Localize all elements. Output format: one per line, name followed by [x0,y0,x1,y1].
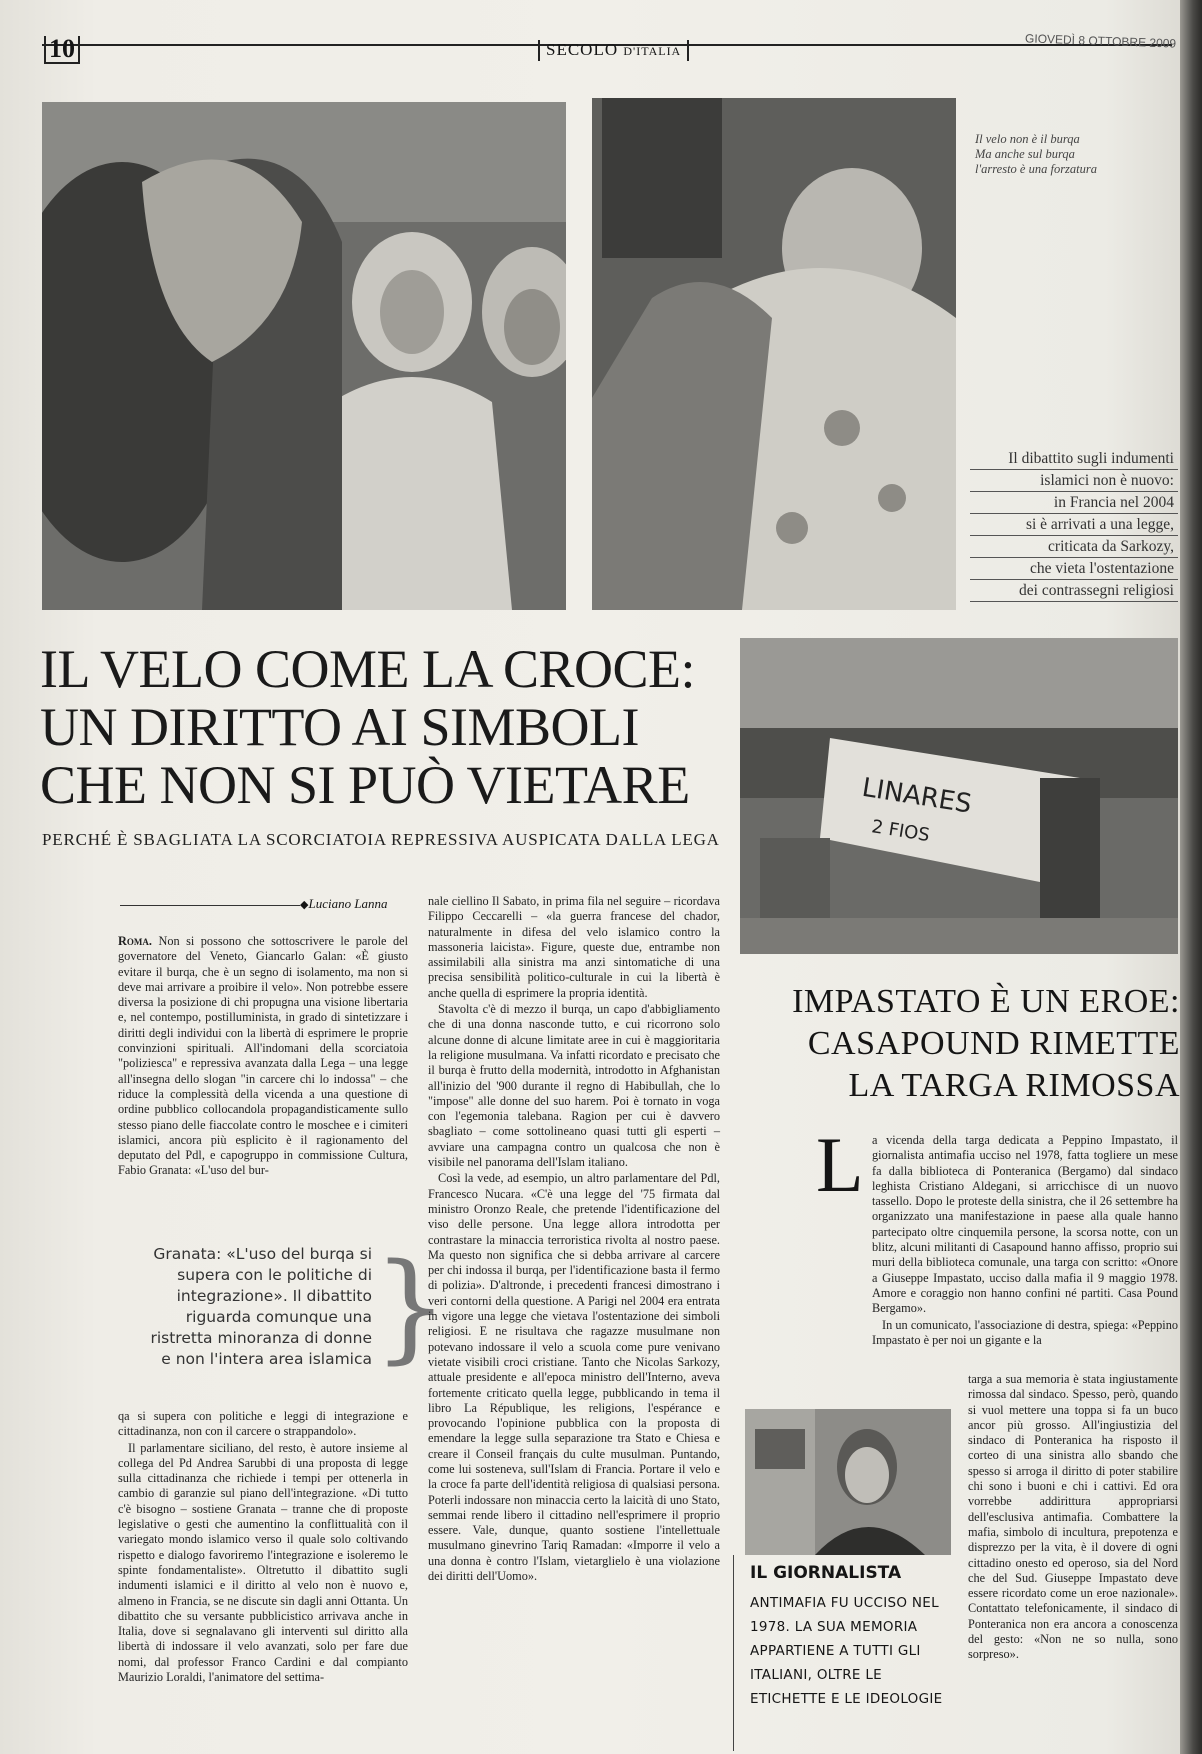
info-box-text: ANTIMAFIA FU UCCISO NEL 1978. LA SUA MEMORIA APPARTIENE A TUTTI GLI ITALIANI, OLTRE LE ETICHETTE E LE IDEOLOGIE [750,1595,943,1707]
sidebar-quote-line: islamici non è nuovo: [970,470,1178,492]
paragraph-text: Non si possono che sottoscrivere le parole del governatore del Veneto, Giancarlo Galan: «È giusto evitare il burqa, che è un segno di isolamento, ma non si deve mai arrivare a proibire il velo». Non potrebbe essere diversa la posizione di chi propugna una visione libertaria e, nel contempo, postilluminista, in grado di sintetizzare i diritti degli individui con la libertà di esprimere le proprie convinzioni spirituali. All'indomani della scorciatoia "poliziesca" e repressiva avanzata dalla Lega – una legge all'insegna dello slogan "in carcere chi lo indossa" – che riduce la complessità della vicenda a una questione di ordine pubblico collocandola propagandisticamente sullo stesso piano delle fiaccolate contro le moschee e i cimiteri islamici, ancora più esplicito è il ragionamento del deputato del Pdl, e capogruppo in commissione Cultura, Fabio Granata: «L'uso del bur- [118,934,408,1178]
photo-caption-line: Il velo non è il burqa [975,132,1080,146]
main-article-column-2 [428,894,720,1585]
photo-caption-line: l'arresto è una forzatura [975,162,1098,176]
dateline: Roma. [118,934,152,948]
byline-rule [120,905,300,906]
second-headline [740,981,1180,1107]
article-paragraph: nale ciellino Il Sabato, in prima fila nel seguire – ricordava Filippo Ceccarelli – «la guerra francese del chador, naturalmente in difesa del velo islamico contro la massoneria laicista». Figure, queste due, entrambe non assimilabili alla sinistra ma anzi sintomatiche di una precisa sensibilità politico-culturale in cui la libertà è anche quella di esprimere la propria identità. [428,894,720,1000]
main-article-column-1 [118,934,408,1180]
main-headline [40,640,740,814]
masthead [538,40,689,61]
article-paragraph: qa si supera con politiche e leggi di integrazione e cittadinanza, non con il carcere o strappandolo». [118,1409,408,1439]
protest-march-photo [740,638,1178,954]
headline-kicker: PERCHÉ È SBAGLIATA LA SCORCIATOIA REPRESSIVA AUSPICATA DALLA LEGA [42,830,720,849]
impastato-portrait-photo [745,1409,951,1555]
header-date: GIOVEDÌ 8 OTTOBRE 2009 [1024,31,1177,51]
article-paragraph: targa a sua memoria è stata ingiustamente rimossa dal sindaco. Spesso, però, quando si vuol mettere una toppa si fa un buco ancor più grosso. All'ingiustizia del sindaco di Ponteranica ha risposto il corteo di una sinistra allo sbando che spesso si arroga il diritto di poter stabilire chi sono i buoni e chi i cattivi. Ed ora vorrebbe addirittura appropriarsi dell'esclusiva antimafia. Combattere la mafia, simbolo di incultura, prepotenza e disprezzo per la vita, è il dovere di ogni cittadino onesto ed operoso, sia del Nord che del Sud. Giuseppe Impastato deve essere ricordato come un eroe nazionale». Contattato telefonicamente, il sindaco di Ponteranica non era ancora a conoscenza del gesto: «Non ne so nulla, sono sorpreso». [968,1372,1178,1662]
article-paragraph: Stavolta c'è di mezzo il burqa, un capo d'abbigliamento che di una donna nasconde tutto, e cui ricorrono solo alcune donne di alcune limitate aree in cui è maggioritaria la religione musulmana. Va infatti ricordato e precisato che il burqa è frutto della modernità, introdotto in Afghanistan all'inizio del '900 durante il regno di Habibullah, che lo "impose" alle donne del suo harem. Poi è tornato in voga con l'egemonia talebana. Ragion per cui è davvero sbagliato – come sottolineano quasi tutti gli esperti – avviare una campagna contro un qualcosa che non è visibile nel panorama dell'Islam italiano. [428,1002,720,1170]
photo-caption [975,132,1175,177]
article-paragraph: Così la vede, ad esempio, un altro parlamentare del Pdl, Francesco Nucara. «C'è una legge del '75 firmata dal ministro Oronzo Reale, che pretende l'identificazione del viso delle persone. Una legge allora introdotta per contrastare la minaccia terroristica rivolta al nostro paese. Ma questo non significa che si debba arrivare al carcere per chi indossa il burqa, per l'identificazione basta il fermo di polizia». D'altronde, i precedenti francesi dimostrano i veri contorni della questione. A Parigi nel 2004 era entrata in vigore una legge che vietava l'ostentazione dei simboli religiosi. E ne risultava che ragazze musulmane non potevano indossare il velo a scuola come pure venivano vietate visibili croci cristiane. Tanto che Nicolas Sarkozy, attuale presidente e all'epoca ministro dell'Interno, aveva fortemente criticato quella legge, pubblicando in tema il libro La République, les religions, l'espérance e provocando l'opinione pubblica con la proposta di emendare la legge sulla separazione tra Stato e Chiesa e creare il Conseil français du culte musulman. Puntando, come lui sosteneva, sull'Islam di Francia. Portare il velo e la croce fa parte dell'identità religiosa di qualsiasi persona. Poterli indossare non minaccia certo la laicità di uno Stato, semmai rende libero il cittadino nell'esprimere il proprio essere. Vale, dunque, quanto sostiene l'intellettuale musulmano ginevrino Tariq Ramadan: «Imporre il velo a una donna è contro l'Islam, vietarglielo è una violazione dei diritti dell'Uomo». [428,1171,720,1584]
sidebar-quote-line: che vieta l'ostentazione [970,558,1178,580]
headline-line: UN DIRITTO AI SIMBOLI [40,697,639,757]
svg-text:2 FIOS: 2 FIOS [870,816,932,847]
masthead-small: D'ITALIA [623,44,682,58]
page-number: 10 [44,36,80,64]
headline-line: CASAPOUND RIMETTE [807,1025,1180,1062]
article-paragraph: In un comunicato, l'associazione di destra, spiega: «Peppino Impastato è per noi un gigante e la [872,1317,1178,1347]
veiled-women-photo-left [42,102,566,610]
box-divider [733,1555,734,1751]
article-paragraph: a vicenda della targa dedicata a Peppino Impastato, il giornalista antimafia ucciso nel 1978, fatta togliere un mese fa dalla biblioteca di Ponteranica (Bergamo) dal sindaco leghista Cristiano Aldegani, si arricchisce di un nuovo tassello. Dopo le proteste della sinistra, che il 26 settembre ha organizzato una manifestazione in paese alla quale hanno partecipato oltre cinquemila persone, la scorsa notte, con un blitz, alcuni militanti di Casapound hanno affisso, proprio sui muri della biblioteca comunale, una targa con scritto: «Onore a Giuseppe Impastato, ucciso dalla mafia il 9 maggio 1978. Amore e coraggio non hanno confini né partiti. Casa Pound Bergamo». [872,1133,1178,1316]
article-paragraph: Il parlamentare siciliano, del resto, è autore insieme al collega del Pd Andrea Sarubbi di una proposta di legge sulla cittadinanza che richiede i tempi per ottenerla in cambio di garanzie sul piano dell'integrazione. «Di tutto c'è bisogno – sostiene Granata – tranne che di proposte legislative o gesti che aumentino la conflittualità con il variegato mondo islamico verso il quale solo coltivando rispetto e dialogo favoriremo l'integrazione e isoleremo le spinte fondamentaliste». Oltretutto il dibattito sugli indumenti islamici e il diritto al velo non è nuovo e, almeno in Francia, se ne discute sin dagli anni Ottanta. Un dibattito che su versante pubblicistico arrivava anche in Italia, dove si segnalavano gli interventi sul diritto alla libertà di indossare il velo avanzati, solo per fare due nomi, dal professor Franco Cardini e dal compianto Maurizio Loraldi, l'animatore del settima- [118,1440,408,1685]
sidebar-quote-line: dei contrassegni religiosi [970,580,1178,602]
second-article-column [872,1133,1178,1349]
headline-line: IMPASTATO È UN EROE: [792,983,1180,1020]
masthead-main: SECOLO [546,40,619,59]
sidebar-quote-line: si è arrivati a una legge, [970,514,1178,536]
photo-caption-line: Ma anche sul burqa [975,147,1075,161]
sidebar-quote-line: in Francia nel 2004 [970,492,1178,514]
pull-quote-brace: } [373,1237,449,1375]
byline: ◆ Luciano Lanna [300,896,388,912]
sidebar-quote [970,448,1178,602]
main-article-column-1-continued [118,1409,408,1686]
second-article-column-continued [968,1372,1178,1664]
article-paragraph [118,934,408,1179]
info-box-title: IL GIORNALISTA [750,1563,902,1583]
headline-line: LA TARGA RIMOSSA [848,1067,1180,1104]
sidebar-quote-line: criticata da Sarkozy, [970,536,1178,558]
drop-cap: L [816,1121,864,1208]
svg-text:LINARES: LINARES [859,772,974,820]
pull-quote: Granata: «L'uso del burqa si supera con le politiche di integrazione». Il dibattito riguarda comunque una ristretta minoranza di donne e non l'intera area islamica [150,1245,372,1368]
headline-line: CHE NON SI PUÒ VIETARE [40,755,690,815]
page-edge-shadow [1180,0,1202,1754]
headline-line: IL VELO COME LA CROCE: [40,639,696,699]
veiled-women-photo-right [592,98,956,610]
sidebar-quote-line: Il dibattito sugli indumenti [970,448,1178,470]
